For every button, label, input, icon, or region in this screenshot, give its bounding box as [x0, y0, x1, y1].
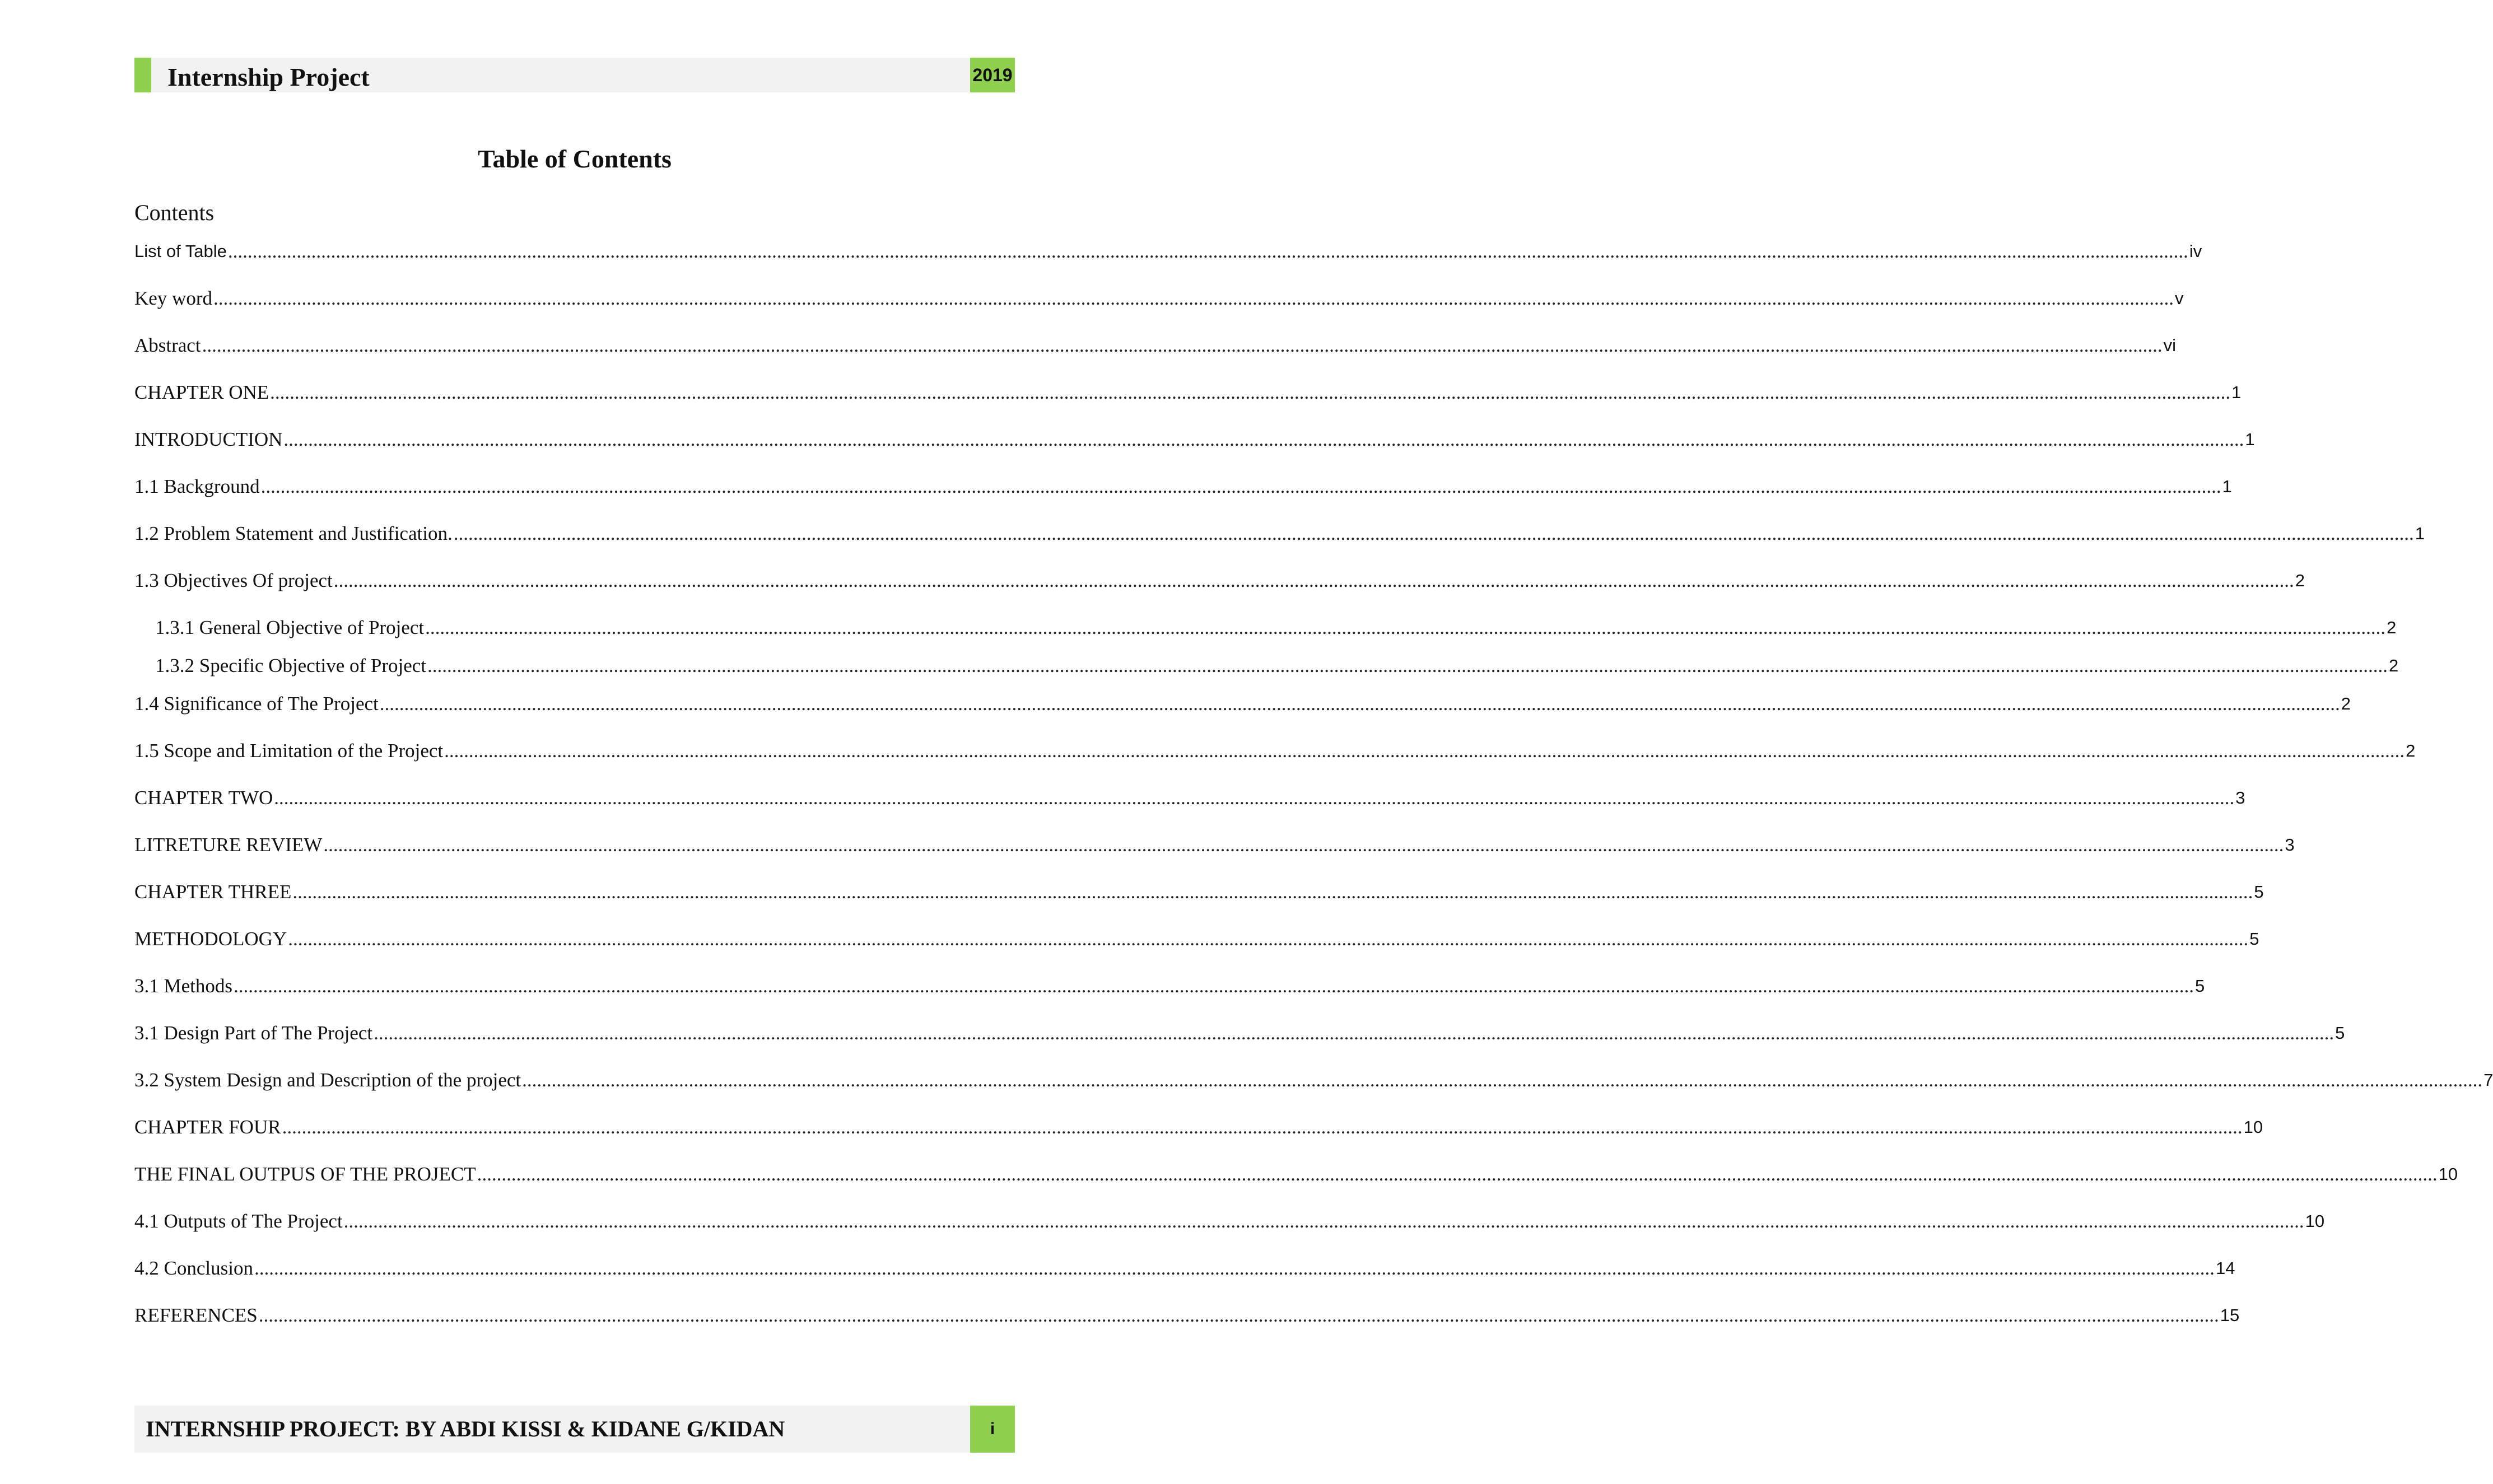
toc-entry[interactable]	[134, 1065, 2493, 1093]
toc-dot-leader: ................................................................................................................................................................................................................................................................................................................................................................................................................	[425, 617, 2386, 638]
toc-dot-leader: ................................................................................................................................................................................................................................................................................................................................................................................................................	[292, 881, 2253, 903]
toc-entry-label: CHAPTER FOUR	[134, 1116, 281, 1138]
contents-heading: Contents	[134, 200, 215, 225]
toc-entry-label: 3.2 System Design and Description of the project	[134, 1069, 521, 1091]
toc-dot-leader: ................................................................................................................................................................................................................................................................................................................................................................................................................	[270, 381, 2231, 403]
toc-entry-page: 5	[2335, 1023, 2345, 1043]
toc-entry[interactable]	[134, 688, 2351, 716]
footer-page-number: i	[970, 1406, 1015, 1453]
toc-entry[interactable]	[134, 518, 2425, 546]
toc-dot-leader: ................................................................................................................................................................................................................................................................................................................................................................................................................	[323, 834, 2284, 856]
page-footer	[134, 1406, 1015, 1453]
toc-entry-label: 1.3 Objectives Of project	[134, 570, 333, 591]
toc-entry-page: 2	[2295, 571, 2305, 590]
toc-entry-page: 10	[2243, 1117, 2263, 1137]
toc-entry-label: CHAPTER ONE	[134, 381, 269, 403]
toc-subentry[interactable]	[155, 650, 2399, 678]
toc-entry-label: 4.2 Conclusion	[134, 1257, 253, 1279]
toc-entry-label: 1.4 Significance of The Project	[134, 693, 379, 715]
toc-entry[interactable]	[134, 829, 2295, 857]
toc-entry-page: 5	[2249, 929, 2259, 949]
toc-entry-label: 1.2 Problem Statement and Justification.	[134, 522, 453, 544]
toc-entry[interactable]	[134, 283, 2184, 311]
toc-entry-page: 15	[2220, 1305, 2240, 1325]
toc-entry-page: 1	[2245, 430, 2255, 449]
toc-entry[interactable]	[134, 970, 2205, 998]
toc-entry[interactable]	[134, 236, 2202, 264]
toc-dot-leader: ................................................................................................................................................................................................................................................................................................................................................................................................................	[274, 787, 2235, 809]
toc-entry-page: 1	[2415, 524, 2425, 543]
toc-entry-page: 1	[2222, 477, 2232, 496]
toc-entry[interactable]	[134, 876, 2264, 904]
toc-entry[interactable]	[134, 377, 2242, 405]
toc-dot-leader: ................................................................................................................................................................................................................................................................................................................................................................................................................	[213, 287, 2174, 309]
toc-entry[interactable]	[134, 330, 2176, 358]
toc-entry-label: Abstract	[134, 334, 201, 356]
toc-entry[interactable]	[134, 782, 2245, 810]
toc-dot-leader: ................................................................................................................................................................................................................................................................................................................................................................................................................	[522, 1069, 2483, 1091]
header-year-badge: 2019	[970, 58, 1015, 92]
toc-entry-page: 5	[2195, 976, 2205, 996]
toc-entry-page: 1	[2231, 382, 2242, 402]
toc-entry-label: LITRETURE REVIEW	[134, 834, 323, 856]
toc-entry[interactable]	[134, 424, 2255, 452]
toc-entry-page: vi	[2163, 335, 2176, 355]
toc-entry-page: 10	[2438, 1164, 2458, 1184]
toc-entry-label: 3.1 Methods	[134, 975, 232, 997]
toc-entry-label: THE FINAL OUTPUS OF THE PROJECT	[134, 1163, 476, 1185]
toc-entry[interactable]	[134, 1253, 2235, 1281]
toc-entry-page: iv	[2189, 241, 2202, 261]
toc-entry-page: 2	[2406, 741, 2416, 760]
toc-dot-leader: ................................................................................................................................................................................................................................................................................................................................................................................................................	[427, 655, 2388, 676]
toc-entry-label: CHAPTER TWO	[134, 787, 273, 809]
toc-dot-leader: ................................................................................................................................................................................................................................................................................................................................................................................................................	[202, 334, 2163, 356]
toc-entry-page: 10	[2305, 1211, 2325, 1231]
toc-dot-leader: ................................................................................................................................................................................................................................................................................................................................................................................................................	[258, 1304, 2219, 1326]
toc-entry-page: 2	[2387, 618, 2397, 637]
toc-entry-page: 3	[2285, 835, 2295, 855]
toc-entry[interactable]	[134, 1112, 2263, 1140]
toc-entry[interactable]	[134, 1159, 2458, 1187]
toc-entry-page: 5	[2254, 882, 2264, 902]
toc-entry[interactable]	[134, 1300, 2240, 1328]
toc-entry[interactable]	[134, 1206, 2325, 1234]
toc-entry-page: v	[2175, 288, 2184, 308]
toc-entry[interactable]	[134, 471, 2232, 499]
toc-entry-page: 14	[2215, 1258, 2235, 1278]
toc-dot-leader: ................................................................................................................................................................................................................................................................................................................................................................................................................	[453, 522, 2414, 544]
page-header	[134, 58, 1015, 92]
toc-entry-label: List of Table	[134, 241, 227, 261]
toc-dot-leader: ................................................................................................................................................................................................................................................................................................................................................................................................................	[379, 693, 2340, 715]
toc-entry-label: 1.1 Background	[134, 475, 260, 497]
toc-entry-label: INTRODUCTION	[134, 428, 283, 450]
toc-dot-leader: ................................................................................................................................................................................................................................................................................................................................................................................................................	[260, 475, 2221, 497]
toc-entry-label: 4.1 Outputs of The Project	[134, 1210, 343, 1232]
toc-entry-label: Key word	[134, 287, 212, 309]
toc-dot-leader: ................................................................................................................................................................................................................................................................................................................................................................................................................	[444, 740, 2405, 762]
toc-dot-leader: ................................................................................................................................................................................................................................................................................................................................................................................................................	[477, 1163, 2438, 1185]
toc-dot-leader: ................................................................................................................................................................................................................................................................................................................................................................................................................	[374, 1022, 2334, 1044]
toc-subentry[interactable]	[155, 612, 2397, 640]
toc-entry[interactable]	[134, 923, 2259, 951]
toc-entry[interactable]	[134, 565, 2305, 593]
toc-dot-leader: ................................................................................................................................................................................................................................................................................................................................................................................................................	[283, 428, 2244, 450]
toc-entry-page: 2	[2389, 656, 2399, 675]
toc-entry-label: METHODOLOGY	[134, 928, 287, 950]
toc-entry-page: 3	[2235, 788, 2245, 808]
toc-entry-label: 3.1 Design Part of The Project	[134, 1022, 373, 1044]
header-accent-bar	[134, 58, 151, 92]
toc-entry-page: 2	[2341, 694, 2351, 713]
toc-dot-leader: ................................................................................................................................................................................................................................................................................................................................................................................................................	[288, 928, 2249, 950]
toc-entry[interactable]	[134, 1018, 2345, 1046]
toc-entry-label: CHAPTER THREE	[134, 881, 292, 903]
header-title: Internship Project	[167, 63, 370, 91]
toc-entry[interactable]	[134, 735, 2416, 763]
page-title: Table of Contents	[478, 144, 672, 173]
toc-entry-page: 7	[2483, 1070, 2493, 1090]
toc-entry-label: 1.5 Scope and Limitation of the Project	[134, 740, 444, 762]
footer-text: INTERNSHIP PROJECT: BY ABDI KISSI & KIDANE G/KIDAN	[146, 1416, 785, 1441]
toc-dot-leader: ................................................................................................................................................................................................................................................................................................................................................................................................................	[282, 1116, 2243, 1138]
toc-dot-leader: ................................................................................................................................................................................................................................................................................................................................................................................................................	[234, 975, 2194, 997]
toc-entry-label: 1.3.2 Specific Objective of Project	[155, 655, 427, 676]
toc-dot-leader: ................................................................................................................................................................................................................................................................................................................................................................................................................	[343, 1210, 2304, 1232]
toc-entry-label: REFERENCES	[134, 1304, 258, 1326]
toc-entry-label: 1.3.1 General Objective of Project	[155, 617, 425, 638]
toc-dot-leader: ................................................................................................................................................................................................................................................................................................................................................................................................................	[254, 1257, 2215, 1279]
toc-dot-leader: ................................................................................................................................................................................................................................................................................................................................................................................................................	[227, 240, 2188, 262]
toc-dot-leader: ................................................................................................................................................................................................................................................................................................................................................................................................................	[333, 570, 2294, 591]
